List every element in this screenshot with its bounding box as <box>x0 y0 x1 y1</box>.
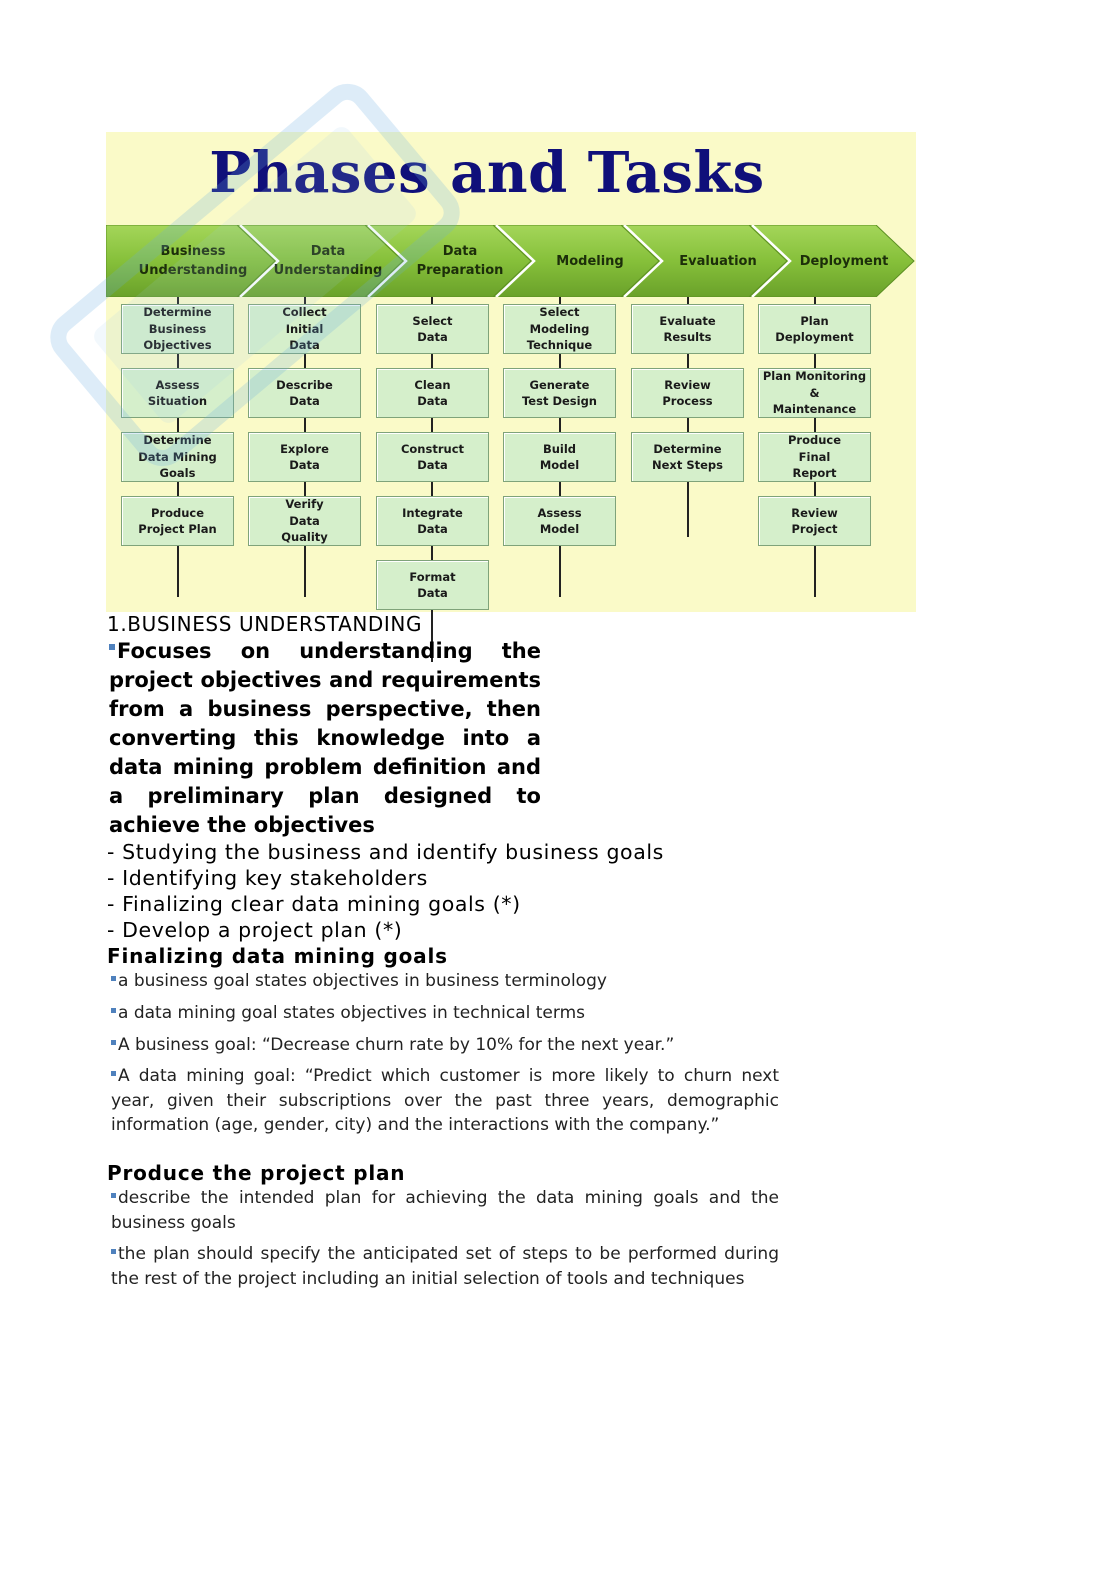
bullet-square-icon <box>111 976 116 981</box>
task-box: Plan Monitoring & Maintenance <box>758 368 871 418</box>
goal-bullet: a data mining goal states objectives in technical terms <box>111 1001 779 1026</box>
step-item: - Studying the business and identify business goals <box>107 840 664 864</box>
bullet-square-icon <box>109 644 115 650</box>
phase-modeling: Modeling <box>556 253 624 269</box>
step-item: - Develop a project plan (*) <box>107 918 403 942</box>
section-heading: 1.BUSINESS UNDERSTANDING <box>107 612 423 636</box>
task-box: Review Project <box>758 496 871 546</box>
phase-business-understanding: Business Understanding <box>138 244 248 278</box>
goal-bullet: A data mining goal: “Predict which customer is more likely to churn next year, given their subscriptions over the past three years, demographic information (age, gender, city) and the interactions with the company.” <box>111 1066 779 1135</box>
task-box: Plan Deployment <box>758 304 871 354</box>
bullet-square-icon <box>111 1040 116 1045</box>
task-box: Describe Data <box>248 368 361 418</box>
task-box: Generate Test Design <box>503 368 616 418</box>
step-item: - Identifying key stakeholders <box>107 866 428 890</box>
task-box: Construct Data <box>376 432 489 482</box>
task-box: Build Model <box>503 432 616 482</box>
task-box: Assess Situation <box>121 368 234 418</box>
task-box: Select Data <box>376 304 489 354</box>
phase-evaluation: Evaluation <box>679 253 757 269</box>
task-box: Collect Initial Data <box>248 304 361 354</box>
phase-data-understanding: Data Understanding <box>273 244 383 278</box>
goal-bullet: a business goal states objectives in business terminology <box>111 969 779 994</box>
task-box: Evaluate Results <box>631 304 744 354</box>
task-box: Format Data <box>376 560 489 610</box>
plan-bullet: describe the intended plan for achieving the data mining goals and the business goals <box>111 1188 779 1233</box>
task-box: Produce Final Report <box>758 432 871 482</box>
phase-data-preparation: Data Preparation <box>416 244 504 278</box>
diagram-title: Phases and Tasks <box>209 140 765 206</box>
task-box: Assess Model <box>503 496 616 546</box>
task-box: Determine Data Mining Goals <box>121 432 234 482</box>
phase-deployment: Deployment <box>799 253 889 269</box>
task-box: Clean Data <box>376 368 489 418</box>
task-box: Explore Data <box>248 432 361 482</box>
bullet-square-icon <box>111 1008 116 1013</box>
task-box: Verify Data Quality <box>248 496 361 546</box>
task-box: Review Process <box>631 368 744 418</box>
task-box: Integrate Data <box>376 496 489 546</box>
plan-heading: Produce the project plan <box>107 1161 406 1185</box>
bullet-square-icon <box>111 1193 116 1198</box>
bullet-square-icon <box>111 1071 116 1076</box>
task-box: Determine Business Objectives <box>121 304 234 354</box>
task-box: Produce Project Plan <box>121 496 234 546</box>
step-item: - Finalizing clear data mining goals (*) <box>107 892 521 916</box>
task-box: Select Modeling Technique <box>503 304 616 354</box>
goal-bullet: A business goal: “Decrease churn rate by 10% for the next year.” <box>111 1033 779 1058</box>
bullet-square-icon <box>111 1249 116 1254</box>
lead-paragraph: Focuses on understanding the project objectives and requirements from a business perspective, then converting this knowledge into a data mining problem definition and a preliminary plan designed to achieve the objectives <box>109 639 541 837</box>
goals-heading: Finalizing data mining goals <box>107 944 448 968</box>
plan-bullet: the plan should specify the anticipated set of steps to be performed during the rest of the project including an initial selection of tools and techniques <box>111 1244 779 1289</box>
task-box: Determine Next Steps <box>631 432 744 482</box>
phases-diagram <box>106 132 916 612</box>
